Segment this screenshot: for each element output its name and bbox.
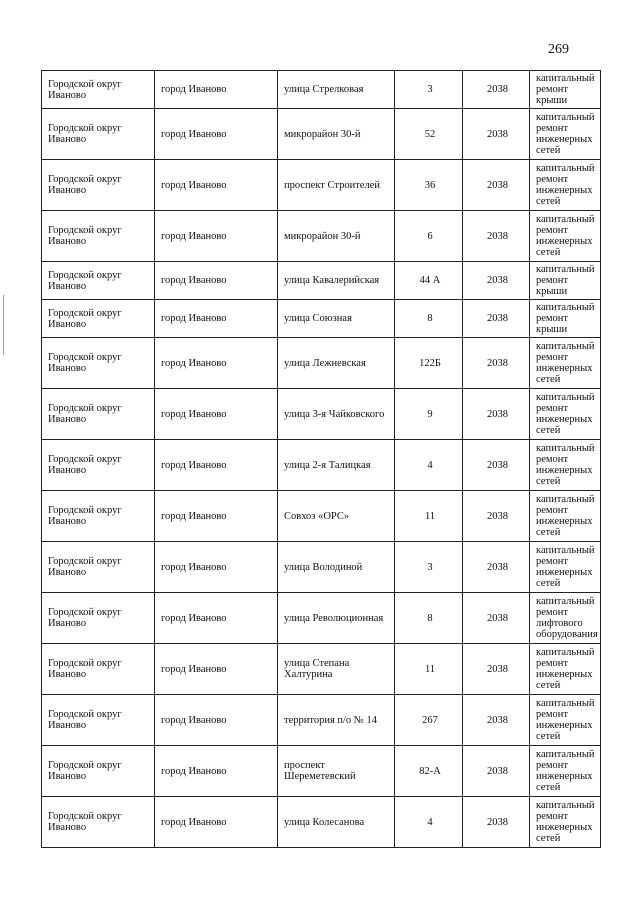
house-number-cell: 8 (395, 300, 463, 338)
settlement-cell: город Иваново (155, 262, 278, 300)
house-number-cell: 3 (395, 542, 463, 593)
street-cell: улица Володиной (278, 542, 395, 593)
table-body (42, 71, 601, 848)
year-cell: 2038 (463, 542, 530, 593)
street-cell: улица Революционная (278, 593, 395, 644)
district-cell: Городской округ Иваново (42, 300, 155, 338)
settlement-cell: город Иваново (155, 211, 278, 262)
district-cell: Городской округ Иваново (42, 338, 155, 389)
work-type-cell: капитальный ремонт инженерных сетей (530, 491, 601, 542)
settlement-cell: город Иваново (155, 542, 278, 593)
year-cell: 2038 (463, 389, 530, 440)
settlement-cell: город Иваново (155, 71, 278, 109)
district-cell: Городской округ Иваново (42, 389, 155, 440)
year-cell: 2038 (463, 262, 530, 300)
work-type-cell: капитальный ремонт инженерных сетей (530, 211, 601, 262)
street-cell: территория п/о № 14 (278, 695, 395, 746)
street-cell: улица Лежневская (278, 338, 395, 389)
table-row (42, 644, 601, 695)
street-cell: улица Стрелковая (278, 71, 395, 109)
district-cell: Городской округ Иваново (42, 644, 155, 695)
house-number-cell: 44 А (395, 262, 463, 300)
margin-mark (3, 295, 4, 355)
house-number-cell: 9 (395, 389, 463, 440)
table-row (42, 338, 601, 389)
settlement-cell: город Иваново (155, 109, 278, 160)
settlement-cell: город Иваново (155, 644, 278, 695)
house-number-cell: 82-А (395, 746, 463, 797)
street-cell: Совхоз «ОРС» (278, 491, 395, 542)
table-row (42, 211, 601, 262)
district-cell: Городской округ Иваново (42, 695, 155, 746)
table-row (42, 593, 601, 644)
settlement-cell: город Иваново (155, 797, 278, 848)
year-cell: 2038 (463, 746, 530, 797)
work-type-cell: капитальный ремонт инженерных сетей (530, 440, 601, 491)
year-cell: 2038 (463, 71, 530, 109)
table-row (42, 389, 601, 440)
street-cell: улица 3-я Чайковского (278, 389, 395, 440)
table-row (42, 797, 601, 848)
table-row (42, 160, 601, 211)
district-cell: Городской округ Иваново (42, 211, 155, 262)
table-row (42, 491, 601, 542)
table-row (42, 440, 601, 491)
table-row (42, 262, 601, 300)
district-cell: Городской округ Иваново (42, 746, 155, 797)
district-cell: Городской округ Иваново (42, 262, 155, 300)
street-cell: проспект Строителей (278, 160, 395, 211)
work-type-cell: капитальный ремонт инженерных сетей (530, 338, 601, 389)
settlement-cell: город Иваново (155, 491, 278, 542)
work-type-cell: капитальный ремонт инженерных сетей (530, 746, 601, 797)
year-cell: 2038 (463, 109, 530, 160)
street-cell: проспект Шереметевский (278, 746, 395, 797)
house-number-cell: 267 (395, 695, 463, 746)
district-cell: Городской округ Иваново (42, 109, 155, 160)
street-cell: микрорайон 30-й (278, 109, 395, 160)
year-cell: 2038 (463, 300, 530, 338)
district-cell: Городской округ Иваново (42, 593, 155, 644)
street-cell: улица 2-я Талицкая (278, 440, 395, 491)
work-type-cell: капитальный ремонт инженерных сетей (530, 109, 601, 160)
year-cell: 2038 (463, 160, 530, 211)
house-number-cell: 11 (395, 491, 463, 542)
settlement-cell: город Иваново (155, 440, 278, 491)
repair-schedule-table (41, 70, 601, 848)
settlement-cell: город Иваново (155, 338, 278, 389)
work-type-cell: капитальный ремонт инженерных сетей (530, 389, 601, 440)
year-cell: 2038 (463, 211, 530, 262)
district-cell: Городской округ Иваново (42, 71, 155, 109)
year-cell: 2038 (463, 440, 530, 491)
settlement-cell: город Иваново (155, 389, 278, 440)
house-number-cell: 11 (395, 644, 463, 695)
district-cell: Городской округ Иваново (42, 797, 155, 848)
street-cell: улица Колесанова (278, 797, 395, 848)
table-row (42, 71, 601, 109)
table-row (42, 300, 601, 338)
year-cell: 2038 (463, 491, 530, 542)
street-cell: улица Степана Халтурина (278, 644, 395, 695)
work-type-cell: капитальный ремонт инженерных сетей (530, 542, 601, 593)
street-cell: микрорайон 30-й (278, 211, 395, 262)
year-cell: 2038 (463, 644, 530, 695)
work-type-cell: капитальный ремонт инженерных сетей (530, 797, 601, 848)
settlement-cell: город Иваново (155, 160, 278, 211)
page-number: 269 (548, 42, 569, 57)
table-row (42, 746, 601, 797)
work-type-cell: капитальный ремонт лифтового оборудования (530, 593, 601, 644)
work-type-cell: капитальный ремонт крыши (530, 262, 601, 300)
table-row (42, 109, 601, 160)
house-number-cell: 52 (395, 109, 463, 160)
district-cell: Городской округ Иваново (42, 491, 155, 542)
settlement-cell: город Иваново (155, 593, 278, 644)
settlement-cell: город Иваново (155, 695, 278, 746)
settlement-cell: город Иваново (155, 300, 278, 338)
street-cell: улица Союзная (278, 300, 395, 338)
table-row (42, 542, 601, 593)
house-number-cell: 4 (395, 797, 463, 848)
house-number-cell: 4 (395, 440, 463, 491)
year-cell: 2038 (463, 695, 530, 746)
table-row (42, 695, 601, 746)
house-number-cell: 3 (395, 71, 463, 109)
district-cell: Городской округ Иваново (42, 542, 155, 593)
house-number-cell: 8 (395, 593, 463, 644)
settlement-cell: город Иваново (155, 746, 278, 797)
year-cell: 2038 (463, 797, 530, 848)
house-number-cell: 122Б (395, 338, 463, 389)
house-number-cell: 6 (395, 211, 463, 262)
work-type-cell: капитальный ремонт крыши (530, 71, 601, 109)
house-number-cell: 36 (395, 160, 463, 211)
district-cell: Городской округ Иваново (42, 160, 155, 211)
district-cell: Городской округ Иваново (42, 440, 155, 491)
year-cell: 2038 (463, 593, 530, 644)
work-type-cell: капитальный ремонт инженерных сетей (530, 695, 601, 746)
street-cell: улица Кавалерийская (278, 262, 395, 300)
work-type-cell: капитальный ремонт инженерных сетей (530, 160, 601, 211)
year-cell: 2038 (463, 338, 530, 389)
work-type-cell: капитальный ремонт инженерных сетей (530, 644, 601, 695)
work-type-cell: капитальный ремонт крыши (530, 300, 601, 338)
